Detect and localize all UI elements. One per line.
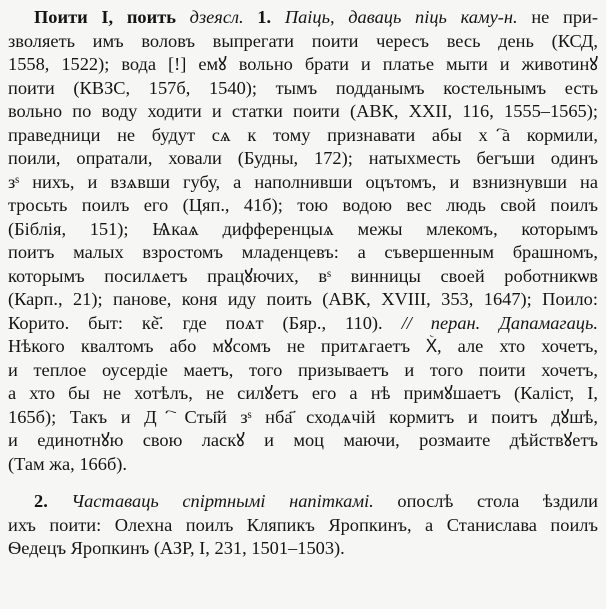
headword: Поити I, поить [34, 7, 176, 27]
entry-text: Корито. быт: кѐ҃. где поѧт (Бяр., 110). [8, 312, 383, 333]
entry-line: вольно по воду ходити и статки поити (АВК, XXII, 116, 1555–1565); [8, 101, 598, 121]
entry-line: зволяеть имъ воловъ выпрегати поити чересъ весь день (КСД, [8, 30, 598, 51]
entry-line: поити (КВЗС, 157б, 1540); тымъ подданымъ костельнымъ есть [8, 77, 598, 98]
entry-line: поитъ малых взростомъ младенцевъ: а съвершенным брашномъ, [8, 242, 598, 262]
entry-line: 1558, 1522); вода [!] емꙋ вольно брати и платье мыти и животинꙋ [8, 54, 598, 74]
sense-gloss: Частаваць спіртнымі напіткамі. [71, 491, 374, 511]
entry-line [8, 490, 598, 514]
entry-line: Нѣкого квалтомъ або мꙋсомъ не притѧгаетъ Хⷭ҇, але хто хочетъ, [8, 336, 598, 356]
entry-line [8, 312, 598, 336]
entry-text: не при- [517, 7, 598, 27]
entry-text: опослѣ стола ѣздили [373, 491, 598, 511]
figurative-label: // перан. [401, 312, 481, 333]
entry-line: (Там жа, 166б). [8, 453, 128, 474]
sense-gloss: Паіць, даваць піць каму-н. [284, 7, 518, 27]
entry-line: ихъ поити: Олехна поилъ Кляпикъ Яропкинъ, а Станислава поилъ [8, 514, 598, 535]
entry-line: и единотнꙋю свою ласкꙋ и моц маючи, розмаите дѣйствꙋетъ [8, 430, 598, 450]
entry-line: (Карп., 21); панове, коня иду поить (АВК, XVIII, 353, 1647); Поило: [8, 289, 598, 309]
entry-line: (Біблія, 151); Ѩкаѧ дифференцыѧ межы млекомъ, которымъ [8, 218, 598, 239]
entry-line [8, 6, 598, 30]
entry-line: которымъ посилѧетъ працꙋючих, вˢ винницы своей роботникѡв [8, 265, 598, 286]
entry-line: поили, опратали, ховали (Будны, 172); натыхместь бегъши одинъ [8, 148, 598, 168]
entry-line: и теплое оусердіе маетъ, того призываетъ и того поити хочетъ, [8, 359, 598, 380]
entry-line: а хто бы не хотѣлъ, не силꙋетъ его а нѣ примꙋшаетъ (Каліст, I, [8, 383, 598, 403]
sense-number: 2. [34, 491, 48, 511]
grammar-label: дзеясл. [189, 7, 244, 27]
entry-line: Ѳедецъ Яропкинъ (АЗР, I, 231, 1501–1503). [8, 538, 345, 558]
entry-line: тросьть поилъ его (Цяп., 41б); тою водою вес людь свой поилъ [8, 195, 598, 215]
sense-separator [8, 476, 598, 490]
entry-line: зˢ нихъ, и взѧвши губу, а наполнивши оцътомъ, и взнизнувши на [8, 171, 598, 192]
sense-number: 1. [257, 7, 272, 27]
figurative-gloss: Дапамагаць. [499, 312, 598, 333]
entry-line: праведници не будут сѧ к тому признавати абы хⷭ҇а кормили, [8, 124, 598, 145]
entry-line: 165б); Такъ и Дⷯ҇ Сты҃й зˢ нба҃ сходѧчій кормитъ и поитъ дꙋшѣ, [8, 406, 598, 427]
